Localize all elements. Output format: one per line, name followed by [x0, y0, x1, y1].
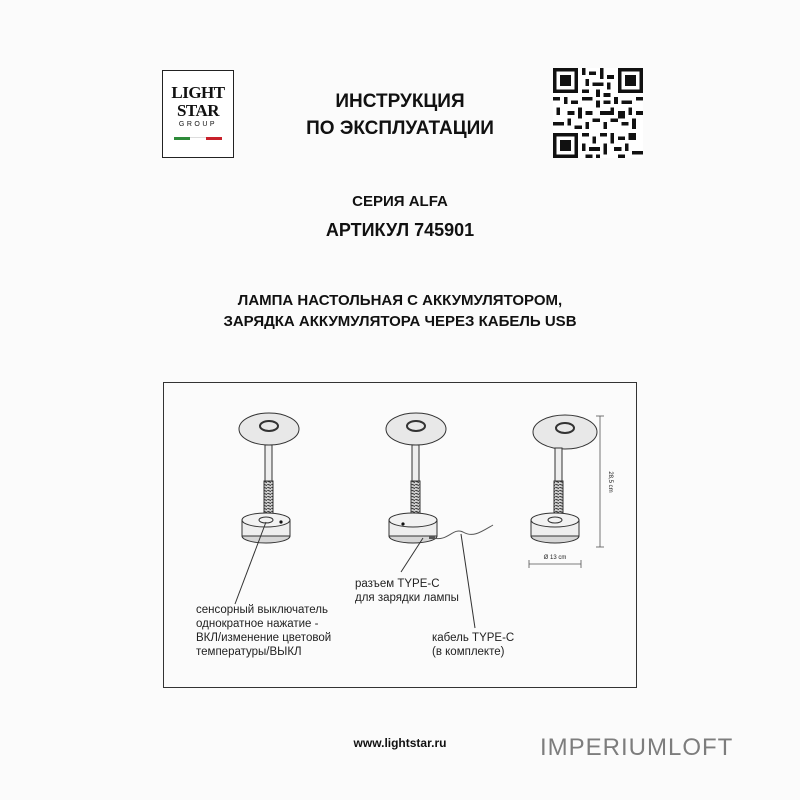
watermark-brand: IMPERIUMLOFT — [540, 734, 734, 761]
cable-note-line-2: (в комплекте) — [432, 646, 505, 658]
qr-code — [553, 68, 643, 158]
flag-red-stripe — [206, 137, 222, 140]
product-description — [150, 290, 650, 332]
description-line-1: ЛАМПА НАСТОЛЬНАЯ С АККУМУЛЯТОРОМ, — [237, 292, 563, 309]
title-line-1: ИНСТРУКЦИЯ — [335, 91, 465, 112]
height-dimension-label: 28,5 cm — [607, 471, 613, 493]
sensor-note-line-4: температуры/ВЫКЛ — [196, 646, 302, 658]
logo-line-star: STAR — [176, 101, 220, 120]
sensor-note-line-3: ВКЛ/изменение цветовой — [196, 632, 332, 644]
flag-white-stripe — [190, 137, 206, 140]
logo-line-group: GROUP — [178, 121, 218, 128]
sensor-note-line-2: однократное нажатие - — [196, 618, 319, 630]
diameter-dimension-label: Ø 13 cm — [543, 555, 567, 561]
lamp-dimensions-view — [529, 415, 613, 568]
lamp-front-view — [235, 413, 299, 604]
website-link[interactable]: www.lightstar.ru — [353, 736, 447, 750]
title-line-2: ПО ЭКСПЛУАТАЦИИ — [306, 118, 494, 139]
logo-line-light: LIGHT — [171, 83, 225, 102]
article-number: АРТИКУЛ 745901 — [325, 220, 475, 240]
sensor-note-line-1: сенсорный выключатель — [196, 604, 329, 616]
series-label: СЕРИЯ ALFA — [352, 193, 448, 210]
port-note-line-2: для зарядки лампы — [355, 592, 459, 604]
sensor-switch-note — [196, 603, 331, 659]
cable-note-line-1: кабель TYPE-C — [432, 632, 515, 644]
lightstar-logo — [162, 70, 234, 158]
cable-note — [432, 631, 514, 659]
flag-green-stripe — [174, 137, 190, 140]
description-line-2: ЗАРЯДКА АККУМУЛЯТОРА ЧЕРЕЗ КАБЕЛЬ USB — [223, 313, 577, 330]
port-note-line-1: разъем TYPE-C — [355, 578, 440, 590]
charging-port-note — [355, 577, 459, 605]
